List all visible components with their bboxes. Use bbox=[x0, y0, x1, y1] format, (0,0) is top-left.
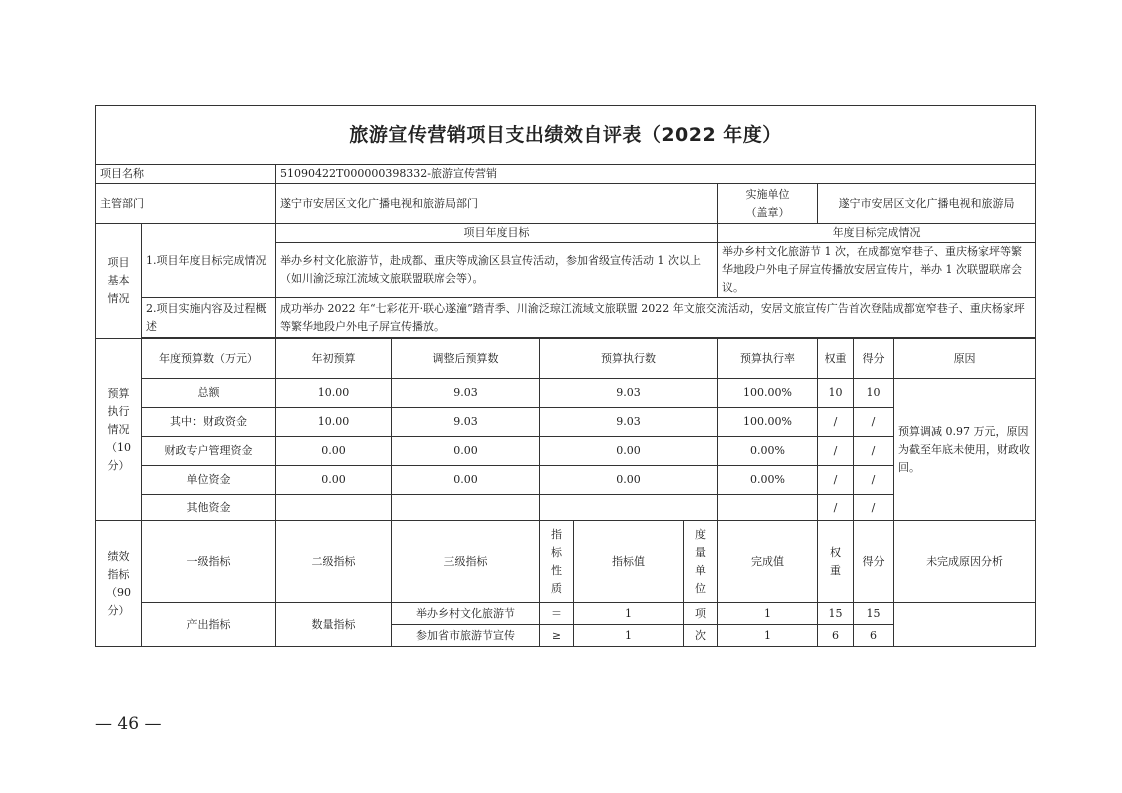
header-target-completion: 年度目标完成情况 bbox=[718, 224, 1036, 243]
target-completion-text: 举办乡村文化旅游节 1 次，在成都宽窄巷子、重庆杨家坪等繁华地段户外电子屏宣传播放安居宣传片，举办 1 次联盟联席会议。 bbox=[718, 243, 1036, 298]
project-name-value: 51090422T000000398332-旅游宣传营销 bbox=[276, 165, 1036, 184]
perf-header-level2: 二级指标 bbox=[276, 521, 392, 603]
budget-row-adjusted: 0.00 bbox=[392, 466, 540, 495]
budget-row-executed: 0.00 bbox=[540, 466, 718, 495]
perf-reason-cell bbox=[894, 603, 1036, 647]
budget-row-initial: 10.00 bbox=[276, 379, 392, 408]
perf-row-weight: 15 bbox=[818, 603, 854, 625]
budget-row-adjusted bbox=[392, 495, 540, 521]
perf-header-score: 得分 bbox=[854, 521, 894, 603]
dept-label: 主管部门 bbox=[96, 184, 276, 224]
perf-row-unit: 次 bbox=[684, 625, 718, 647]
page-number: — 46 — bbox=[95, 714, 162, 734]
perf-row-nature: ＝ bbox=[540, 603, 574, 625]
form-title: 旅游宣传营销项目支出绩效自评表（2022 年度） bbox=[96, 106, 1036, 165]
budget-row-rate: 0.00% bbox=[718, 437, 818, 466]
perf-row-done: 1 bbox=[718, 603, 818, 625]
implementation-label: 2.项目实施内容及过程概述 bbox=[142, 298, 276, 338]
header-annual-target: 项目年度目标 bbox=[276, 224, 718, 243]
budget-row-score: / bbox=[854, 408, 894, 437]
perf-row-value: 1 bbox=[574, 625, 684, 647]
budget-header-executed: 预算执行数 bbox=[540, 339, 718, 379]
budget-row-initial: 10.00 bbox=[276, 408, 392, 437]
budget-row-score: / bbox=[854, 466, 894, 495]
perf-row-weight: 6 bbox=[818, 625, 854, 647]
budget-reason: 预算调减 0.97 万元，原因为截至年底未使用，财政收回。 bbox=[894, 379, 1036, 521]
perf-header-reason: 未完成原因分析 bbox=[894, 521, 1036, 603]
evaluation-form bbox=[95, 105, 1035, 647]
budget-row-rate bbox=[718, 495, 818, 521]
budget-row-weight: / bbox=[818, 466, 854, 495]
perf-header-weight: 权重 bbox=[818, 521, 854, 603]
budget-row-initial bbox=[276, 495, 392, 521]
budget-row-name: 单位资金 bbox=[142, 466, 276, 495]
budget-row-score: / bbox=[854, 495, 894, 521]
perf-header-level1: 一级指标 bbox=[142, 521, 276, 603]
perf-header-value: 指标值 bbox=[574, 521, 684, 603]
perf-row-level3: 举办乡村文化旅游节 bbox=[392, 603, 540, 625]
perf-level2-value: 数量指标 bbox=[276, 603, 392, 647]
budget-header-rate: 预算执行率 bbox=[718, 339, 818, 379]
budget-row-rate: 0.00% bbox=[718, 466, 818, 495]
budget-row-name: 财政专户管理资金 bbox=[142, 437, 276, 466]
budget-row-name: 总额 bbox=[142, 379, 276, 408]
budget-header-weight: 权重 bbox=[818, 339, 854, 379]
budget-header-reason: 原因 bbox=[894, 339, 1036, 379]
budget-row-score: / bbox=[854, 437, 894, 466]
budget-row-weight: / bbox=[818, 437, 854, 466]
budget-row-rate: 100.00% bbox=[718, 379, 818, 408]
impl-unit-label: 实施单位 （盖章） bbox=[718, 184, 818, 224]
budget-row-initial: 0.00 bbox=[276, 437, 392, 466]
budget-header-initial: 年初预算 bbox=[276, 339, 392, 379]
budget-row-adjusted: 0.00 bbox=[392, 437, 540, 466]
budget-row-weight: 10 bbox=[818, 379, 854, 408]
budget-row-score: 10 bbox=[854, 379, 894, 408]
perf-row-nature: ≥ bbox=[540, 625, 574, 647]
perf-row-score: 15 bbox=[854, 603, 894, 625]
perf-row-done: 1 bbox=[718, 625, 818, 647]
perf-header-level3: 三级指标 bbox=[392, 521, 540, 603]
budget-row-initial: 0.00 bbox=[276, 466, 392, 495]
budget-row-rate: 100.00% bbox=[718, 408, 818, 437]
implementation-text: 成功举办 2022 年“七彩花开·联心遂潼”踏青季、川渝泛琼江流域文旅联盟 2022 年文旅交流活动，安居文旅宣传广告首次登陆成都宽窄巷子、重庆杨家坪等繁华地段户外电子屏宣传播放。 bbox=[276, 298, 1036, 338]
annual-target-text: 举办乡村文化旅游节，赴成都、重庆等成渝区县宣传活动，参加省级宣传活动 1 次以上（如川渝泛琼江流域文旅联盟联席会等）。 bbox=[276, 243, 718, 298]
perf-header-unit: 度量单位 bbox=[684, 521, 718, 603]
budget-row-adjusted: 9.03 bbox=[392, 379, 540, 408]
perf-header-nature: 指标性质 bbox=[540, 521, 574, 603]
budget-row-executed: 9.03 bbox=[540, 408, 718, 437]
basic-side-label: 项目 基本 情况 bbox=[96, 224, 142, 339]
target-completion-label: 1.项目年度目标完成情况 bbox=[142, 224, 276, 298]
budget-row-executed: 0.00 bbox=[540, 437, 718, 466]
perf-row-unit: 项 bbox=[684, 603, 718, 625]
budget-row-executed bbox=[540, 495, 718, 521]
perf-level1-value: 产出指标 bbox=[142, 603, 276, 647]
budget-row-name: 其他资金 bbox=[142, 495, 276, 521]
budget-header-annual: 年度预算数（万元） bbox=[142, 339, 276, 379]
budget-row-name: 其中：财政资金 bbox=[142, 408, 276, 437]
perf-side-label: 绩效 指标 （90 分） bbox=[96, 521, 142, 647]
budget-header-score: 得分 bbox=[854, 339, 894, 379]
dept-value: 遂宁市安居区文化广播电视和旅游局部门 bbox=[276, 184, 718, 224]
perf-row-score: 6 bbox=[854, 625, 894, 647]
evaluation-table bbox=[95, 105, 1036, 647]
budget-header-adjusted: 调整后预算数 bbox=[392, 339, 540, 379]
perf-row-level3: 参加省市旅游节宣传 bbox=[392, 625, 540, 647]
budget-row-executed: 9.03 bbox=[540, 379, 718, 408]
budget-row-adjusted: 9.03 bbox=[392, 408, 540, 437]
project-name-label: 项目名称 bbox=[96, 165, 276, 184]
budget-side-label: 预算 执行 情况 （10 分） bbox=[96, 339, 142, 521]
perf-header-done: 完成值 bbox=[718, 521, 818, 603]
impl-unit-value: 遂宁市安居区文化广播电视和旅游局 bbox=[818, 184, 1036, 224]
budget-row-weight: / bbox=[818, 495, 854, 521]
budget-row-weight: / bbox=[818, 408, 854, 437]
perf-row-value: 1 bbox=[574, 603, 684, 625]
